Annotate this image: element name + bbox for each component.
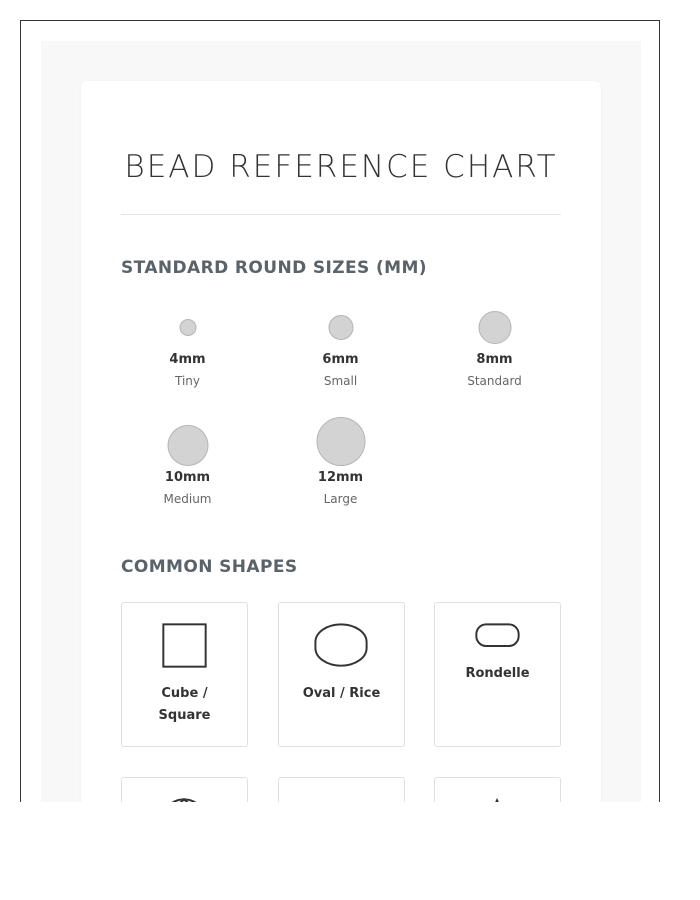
shape-card-teardrop[interactable] [278,777,405,802]
bead-12mm-icon [316,417,365,466]
size-desc: Medium [163,492,212,506]
star-icon [435,796,560,802]
size-item-4mm [121,293,254,390]
title-divider [121,214,561,215]
reference-card [81,81,601,802]
shape-label: Oval / Rice [302,686,381,701]
oval-icon [279,621,404,671]
cube-icon [122,621,247,671]
shape-card-rondelle[interactable] [434,602,561,747]
sizes-heading: STANDARD ROUND SIZES (MM) [121,258,427,278]
size-desc: Standard [467,374,522,388]
size-item-12mm [274,411,407,508]
size-label: 6mm [322,352,359,367]
shapes-heading: COMMON SHAPES [121,557,298,577]
size-item-10mm [121,411,254,508]
size-item-6mm [274,293,407,390]
bead-4mm-icon [179,319,196,336]
bead-6mm-icon [328,315,353,340]
shape-card-star[interactable] [434,777,561,802]
teardrop-icon [279,796,404,802]
size-desc: Large [323,492,358,506]
browser-frame [20,20,660,802]
bicone-icon [122,796,247,802]
shape-card-bicone[interactable] [121,777,248,802]
bead-10mm-icon [167,425,208,466]
page-title: BEAD REFERENCE CHART [124,149,558,185]
size-label: 8mm [476,352,513,367]
page-viewport[interactable] [41,41,641,802]
bead-8mm-icon [478,311,511,344]
size-label: 10mm [164,470,211,485]
shape-card-oval[interactable] [278,602,405,747]
size-label: 12mm [317,470,364,485]
size-desc: Tiny [174,374,200,388]
shape-label: Rondelle [465,666,530,681]
size-grid [121,293,561,506]
size-label: 4mm [169,352,206,367]
size-item-8mm [428,293,561,390]
shape-label: Cube / Square [158,686,211,723]
size-desc: Small [323,374,358,388]
shape-card-cube[interactable] [121,602,248,747]
